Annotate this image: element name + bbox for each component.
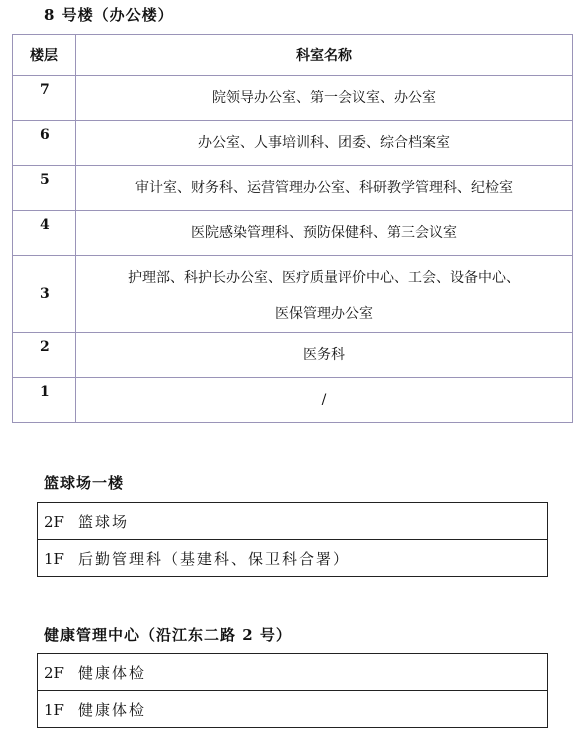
floor-description: 后勤管理科（基建科、保卫科合署） [78, 549, 351, 568]
table-row [38, 540, 548, 577]
floor-label: 2F [44, 512, 64, 531]
table-row [13, 333, 573, 378]
floor-label: 2F [44, 663, 64, 682]
department-list: 审计室、财务科、运营管理办公室、科研教学管理科、纪检室 [76, 166, 573, 211]
department-list: 医务科 [76, 333, 573, 378]
table-row [38, 654, 548, 691]
department-line: 护理部、科护长办公室、医疗质量评价中心、工会、设备中心、 [128, 270, 520, 286]
floor-number: 3 [13, 256, 76, 333]
floor-description: 篮球场 [78, 512, 130, 531]
basketball-court-table [37, 502, 548, 577]
table-row [13, 76, 573, 121]
floor-entry [38, 691, 548, 728]
table-row [38, 503, 548, 540]
floor-number: 7 [13, 76, 76, 121]
table-row [13, 121, 573, 166]
table-row [13, 166, 573, 211]
floor-number: 1 [13, 378, 76, 423]
health-center-table [37, 653, 548, 728]
building8-floor-table [12, 34, 573, 423]
basketball-court-title: 篮球场一楼 [44, 474, 125, 492]
department-list: 医院感染管理科、预防保健科、第三会议室 [76, 211, 573, 256]
floor-column-header: 楼层 [13, 35, 76, 76]
department-list: 办公室、人事培训科、团委、综合档案室 [76, 121, 573, 166]
table-header-row [13, 35, 573, 76]
department-list: / [76, 378, 573, 423]
table-row [13, 256, 573, 333]
department-line: 医保管理办公室 [275, 306, 373, 322]
floor-entry [38, 654, 548, 691]
floor-number: 4 [13, 211, 76, 256]
building8-title: 8 号楼（办公楼） [44, 6, 174, 24]
table-row [13, 378, 573, 423]
floor-number: 2 [13, 333, 76, 378]
floor-entry [38, 503, 548, 540]
floor-label: 1F [44, 549, 64, 568]
table-row [13, 211, 573, 256]
departments-column-header: 科室名称 [76, 35, 573, 76]
floor-description: 健康体检 [78, 663, 147, 682]
floor-number: 6 [13, 121, 76, 166]
department-list: 院领导办公室、第一会议室、办公室 [76, 76, 573, 121]
department-list [76, 256, 573, 333]
floor-label: 1F [44, 700, 64, 719]
floor-number: 5 [13, 166, 76, 211]
floor-description: 健康体检 [78, 700, 147, 719]
floor-entry [38, 540, 548, 577]
health-center-title: 健康管理中心（沿江东二路 2 号） [44, 626, 292, 644]
table-row [38, 691, 548, 728]
